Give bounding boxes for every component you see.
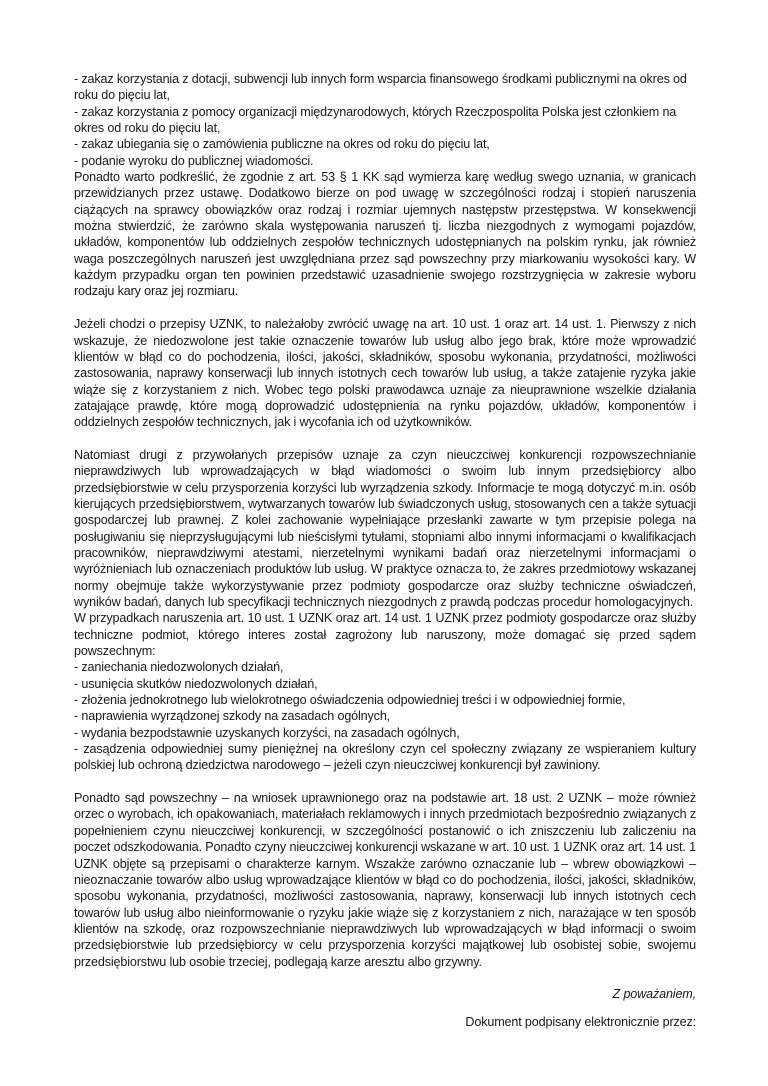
spacer bbox=[74, 300, 696, 316]
penalties-block bbox=[74, 71, 696, 300]
spacer bbox=[74, 431, 696, 447]
list-item: - usunięcia skutków niedozwolonych działań, bbox=[74, 676, 318, 691]
paragraph: Natomiast drugi z przywołanych przepisów uznaje za czyn nieuczciwej konkurencji rozpowszechnianie nieprawdziwych lub wprowadzających w błąd wiadomości o swoim lub innym przedsiębiorcy albo przedsiębiorstwie w celu przysporzenia korzyści lub wyrządzenia szkody. Informacje te mogą dotyczyć m.in. osób kierujących przedsiębiorstwem, wytwarzanych towarów lub świadczonych usług, stosowanych cen a także sytuacji gospodarczej lub prawnej. Z kolei zachowanie wypełniające przesłanki zawarte w tym przepisie polega na posługiwaniu się nieprzysługującymi lub nieścisłymi tytułami, stopniami albo innymi informacjami o kwalifikacjach pracowników, nieprawdziwymi atestami, nierzetelnymi wynikami badań oraz nierzetelnymi informacjami o wyróżnieniach lub oznaczeniach produktów lub usług. W praktyce oznacza to, że zakres przedmiotowy wskazanej normy obejmuje także wykorzystywanie przez podmioty gospodarcze oraz służby techniczne oświadczeń, wyników badań, danych lub specyfikacji technicznych niezgodnych z prawdą podczas procedur homologacyjnych. bbox=[74, 447, 696, 609]
court-orders-block bbox=[74, 790, 696, 970]
list-item: - zaniechania niedozwolonych działań, bbox=[74, 660, 284, 675]
paragraph: - zakaz korzystania z dotacji, subwencji lub innych form wsparcia finansowego środkami publicznymi na okres od roku do pięciu lat, bbox=[74, 72, 687, 103]
paragraph: - podanie wyroku do publicznej wiadomości. bbox=[74, 153, 314, 168]
closing-salutation: Z poważaniem, bbox=[612, 986, 696, 1001]
list-item: - wydania bezpodstawnie uzyskanych korzyści, na zasadach ogólnych, bbox=[74, 725, 460, 740]
list-item: - złożenia jednokrotnego lub wielokrotnego oświadczenia odpowiedniej treści i w odpowiedniej formie, bbox=[74, 693, 626, 708]
paragraph: Jeżeli chodzi o przepisy UZNK, to należałoby zwrócić uwagę na art. 10 ust. 1 oraz art. 14 ust. 1. Pierwszy z nich wskazuje, że niedozwolone jest takie oznaczenie towarów lub usług albo jego brak, które może wprowadzić klientów w błąd co do pochodzenia, ilości, jakości, składników, sposobu wykonania, przydatności, możliwości zastosowania, naprawy konserwacji lub innych istotnych cech towarów lub usług, a także zatajenie ryzyka jakie wiąże się z korzystaniem z nich. Wobec tego polski prawodawca uznaje za nieuprawnione wszelkie działania zatajające prawdę, które mogą doprowadzić udostępnienia na rynku pojazdów, układów, komponentów i oddzielnych zespołów technicznych, jak i wycofania ich od użytkowników. bbox=[74, 317, 696, 430]
paragraph: - zakaz ubiegania się o zamówienia publiczne na okres od roku do pięciu lat, bbox=[74, 137, 490, 152]
paragraph: Ponadto warto podkreślić, że zgodnie z art. 53 § 1 KK sąd wymierza karę według swego uznania, w granicach przewidzianych przez ustawę. Dodatkowo bierze on pod uwagę w szczególności rodzaj i stopień naruszenia ciążących na sprawcy obowiązków oraz rodzaj i rozmiar ujemnych następstw przestępstwa. W konsekwencji można stwierdzić, że zarówno skala występowania naruszeń tj. liczba niezgodnych z wymogami pojazdów, układów, komponentów lub oddzielnych zespołów technicznych udostępnianych na polskim rynku, jak również waga poszczególnych naruszeń jest uwzględniana przez sąd powszechny przy miarkowaniu wysokości kary. W każdym przypadku organ ten powinien przedstawić uzasadnienie swojego rozstrzygnięcia w zakresie wyboru rodzaju kary oraz jej rozmiaru. bbox=[74, 170, 696, 299]
list-item: - zasądzenia odpowiedniej sumy pieniężnej na określony czyn cel społeczny związany ze wspieraniem kultury polskiej lub ochroną dziedzictwa narodowego – jeżeli czyn nieuczciwej konkurencji był zawiniony. bbox=[74, 742, 696, 773]
spacer bbox=[74, 774, 696, 790]
unfair-competition-block bbox=[74, 447, 696, 774]
document-page bbox=[74, 71, 696, 1031]
paragraph: - zakaz korzystania z pomocy organizacji międzynarodowych, których Rzeczpospolita Polska jest członkiem na okres od roku do pięciu lat, bbox=[74, 104, 677, 136]
paragraph: W przypadkach naruszenia art. 10 ust. 1 UZNK oraz art. 14 ust. 1 UZNK przez podmioty gospodarcze oraz służby techniczne podmiot, którego interes został zagrożony lub naruszony, może domagać się przed sądem powszechnym: bbox=[74, 611, 696, 659]
uznk-block bbox=[74, 316, 696, 430]
list-item: - naprawienia wyrządzonej szkody na zasadach ogólnych, bbox=[74, 709, 391, 724]
paragraph: Ponadto sąd powszechny – na wniosek uprawnionego oraz na podstawie art. 18 ust. 2 UZNK – może również orzec o wyrobach, ich opakowaniach, materiałach reklamowych i innych przedmiotach bezpośrednio związanych z popełnieniem czynu nieuczciwej konkurencji, w szczególności postanowić o ich zniszczeniu lub zaliczeniu na poczet odszkodowania. Ponadto czyny nieuczciwej konkurencji wskazane w art. 10 ust. 1 UZNK oraz art. 14 ust. 1 UZNK objęte są przepisami o charakterze karnym. Wszakże zarówno oznaczanie lub – wbrew obowiązkowi – nieoznaczanie towarów albo usług wprowadzające klientów w błąd co do pochodzenia, ilości, jakości, składników, sposobu wykonania, przydatności, możliwości zastosowania, naprawy, konserwacji lub innych istotnych cech towarów lub usług albo nieinformowanie o ryzyku jakie wiąże się z korzystaniem z nich, narażające w ten sposób klientów na szkodę, oraz rozpowszechnianie nieprawdziwych lub wprowadzających w błąd informacji o swoim przedsiębiorstwie lub przedsiębiorcy w celu przysporzenia korzyści majątkowej lub osobistej sobie, swojemu przedsiębiorstwu lub osobie trzeciej, podlegają karze aresztu albo grzywny. bbox=[74, 791, 696, 969]
electronic-signature-label: Dokument podpisany elektronicznie przez: bbox=[465, 1015, 696, 1030]
